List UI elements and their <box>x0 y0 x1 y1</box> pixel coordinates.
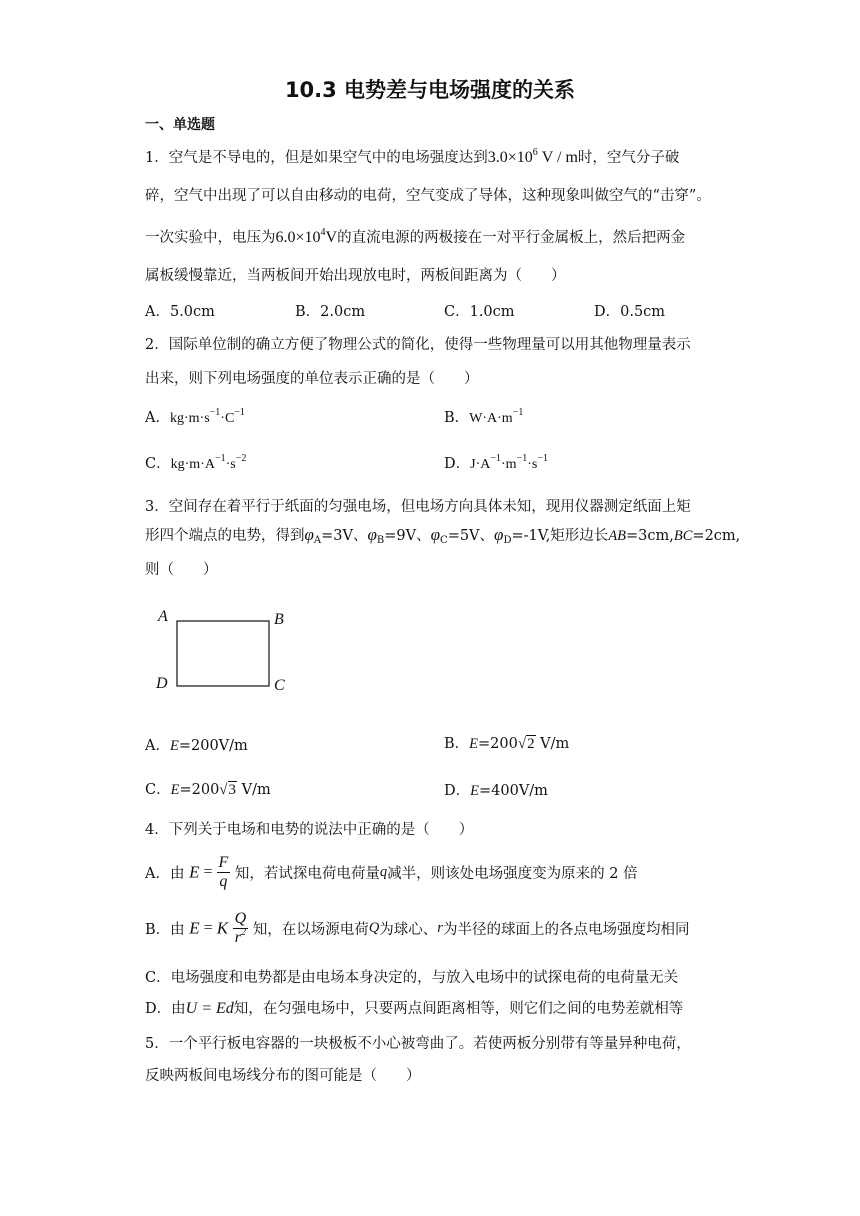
q1-option-a[interactable]: A．5.0cm <box>145 304 215 320</box>
q4-option-a[interactable]: A．由 E = $\frac{F}{q}$ 知，若试探电荷电荷量q减半，则该处电场强度变为原来的 2 倍 <box>145 854 638 890</box>
q1-text-b: 时，空气分子破 <box>577 150 680 166</box>
q2-line-1: 2．国际单位制的确立方便了物理公式的简化，使得一些物理量可以用其他物理量表示 <box>145 337 691 353</box>
q2-option-b[interactable]: B．$W\cdot A\cdot m^{-1}$ <box>444 407 524 426</box>
q1-text-c: 一次实验中，电压为 <box>145 230 276 246</box>
q1-voltage: $6.0\times 10^4V$ <box>275 227 338 246</box>
q2-option-c[interactable]: C．$kg\cdot m\cdot A^{-1}\cdot s^{-2}$ <box>145 453 247 472</box>
q1-line-4: 属板缓慢靠近，当两板间开始出现放电时，两板间距离为（ ） <box>145 268 566 284</box>
q1-option-c[interactable]: C．1.0cm <box>444 304 515 320</box>
q3-option-a[interactable]: A．E=200V/m <box>145 738 248 754</box>
q4-option-b[interactable]: B．由 E = K $\frac{Q}{r^2}$ 知，在以场源电荷Q为球心、r为半径的球面上的各点电场强度均相同 <box>145 910 690 946</box>
q4-option-d[interactable]: D．由U = Ed知，在匀强电场中，只要两点间距离相等，则它们之间的电势差就相等 <box>145 1000 684 1017</box>
q5-line-1: 5．一个平行板电容器的一块极板不小心被弯曲了。若使两板分别带有等量异种电荷， <box>145 1036 691 1052</box>
rectangle-figure <box>150 605 295 700</box>
label-d: D <box>156 675 168 692</box>
q3-option-d[interactable]: D．E=400V/m <box>444 783 548 799</box>
label-c: C <box>274 677 285 694</box>
q3-line-2: 形四个端点的电势，得到$\varphi_A=3V$、$\varphi_B=9V$、$\varphi_C=5V$、$\varphi_D=-1V$,矩形边长AB=3cm,BC=2cm, <box>145 525 741 546</box>
label-b: B <box>274 611 284 628</box>
label-a: A <box>158 608 168 625</box>
q1-line-3 <box>145 226 685 247</box>
q3-option-b[interactable]: B．E=200√2 V/m <box>444 736 570 752</box>
q1-option-d[interactable]: D．0.5cm <box>594 304 666 320</box>
q2-option-a[interactable]: A．$kg\cdot m\cdot s^{-1}\cdot C^{-1}$ <box>145 407 245 426</box>
q1-option-b[interactable]: B．2.0cm <box>295 304 366 320</box>
q5-line-2: 反映两板间电场线分布的图可能是（ ） <box>145 1068 421 1084</box>
page-title: 10.3 电势差与电场强度的关系 <box>284 78 576 102</box>
section-heading: 一、单选题 <box>145 117 215 133</box>
q1-text-d: 的直流电源的两极接在一对平行金属板上，然后把两金 <box>337 230 686 246</box>
q3-option-c[interactable]: C．E=200√3 V/m <box>145 782 271 798</box>
q4-stem: 4．下列关于电场和电势的说法中正确的是（ ） <box>145 822 474 838</box>
q4-option-c[interactable]: C．电场强度和电势都是由电场本身决定的，与放入电场中的试探电荷的电荷量无关 <box>145 970 679 986</box>
rectangle-abcd <box>177 621 269 686</box>
q2-option-d[interactable]: D．$J\cdot A^{-1}\cdot m^{-1}\cdot s^{-1}$ <box>444 453 548 472</box>
q3-line-3: 则（ ） <box>145 562 218 578</box>
q1-line-1 <box>145 146 679 167</box>
q3-line-1: 3．空间存在着平行于纸面的匀强电场，但电场方向具体未知，现用仪器测定纸面上矩 <box>145 499 691 515</box>
q2-line-2: 出来，则下列电场强度的单位表示正确的是（ ） <box>145 371 479 387</box>
q1-line-2: 碎，空气中出现了可以自由移动的电荷，空气变成了导体，这种现象叫做空气的“击穿”。 <box>145 188 711 204</box>
q1-text-a: 1．空气是不导电的，但是如果空气中的电场强度达到 <box>145 150 488 166</box>
q1-field-strength: $3.0\times 10^6$ V / m <box>487 147 578 166</box>
